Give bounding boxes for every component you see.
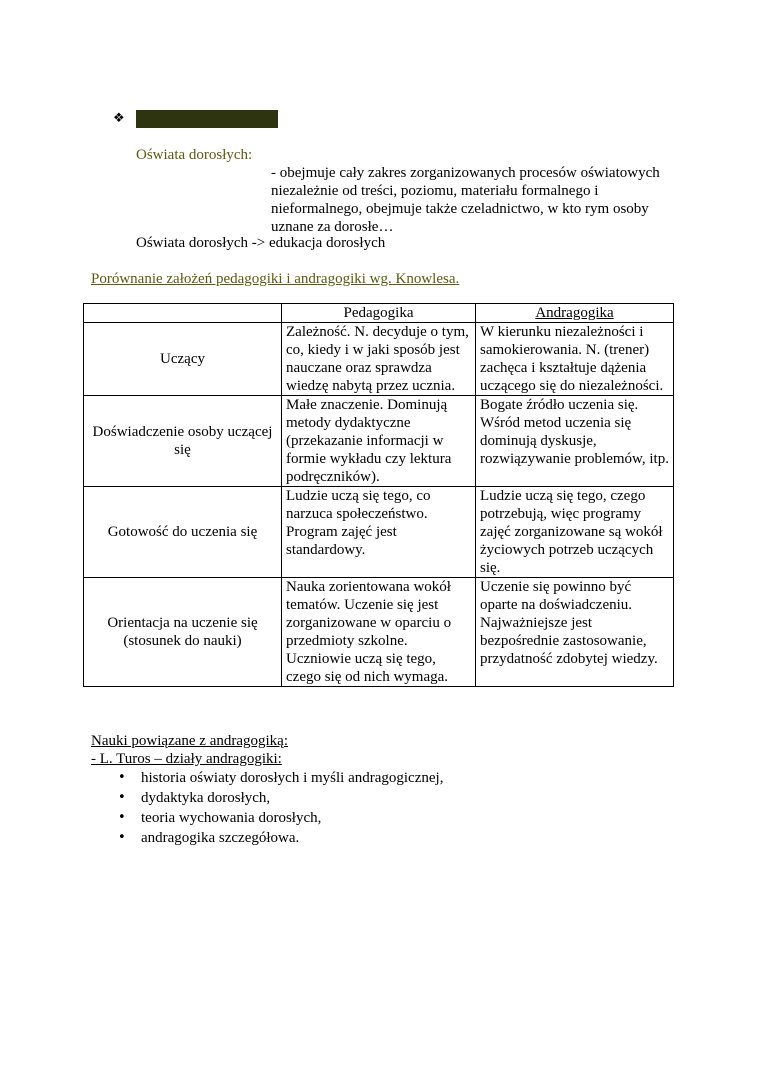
cell-pedagogika: Nauka zorientowana wokół tematów. Uczenie się jest zorganizowane w oparciu o przedmioty szkolne. Uczniowie uczą się tego, czego się od nich wymaga. (282, 578, 476, 687)
header-andragogika: Andragogika (476, 304, 674, 323)
list-item (113, 808, 443, 828)
table-row (84, 396, 674, 487)
list-item (113, 788, 443, 808)
table-header-row (84, 304, 674, 323)
cell-andragogika: Uczenie się powinno być oparte na doświadczeniu. Najważniejsze jest bezpośrednie zastosowanie, przydatność zdobytej wiedzy. (476, 578, 674, 687)
definition-heading (136, 110, 278, 128)
table-row (84, 323, 674, 396)
cell-pedagogika: Ludzie uczą się tego, co narzuca społeczeństwo. Program zajęć jest standardowy. (282, 487, 476, 578)
oswiata-arrow-line: Oświata dorosłych -> edukacja dorosłych (136, 235, 386, 251)
row-label: Orientacja na uczenie się (stosunek do nauki) (84, 578, 282, 687)
definition-heading-text: Definicja współczesna: (137, 111, 277, 127)
list-item (113, 768, 443, 788)
diamond-bullet-icon: ❖ (113, 111, 125, 126)
table-row (84, 578, 674, 687)
comparison-table (83, 303, 674, 687)
list-item-text: teoria wychowania dorosłych, (141, 810, 322, 826)
cell-andragogika: Bogate źródło uczenia się. Wśród metod uczenia się dominują dyskusje, rozwiązywanie problemów, itp. (476, 396, 674, 487)
list-item-text: dydaktyka dorosłych, (141, 790, 271, 806)
row-label: Doświadczenie osoby uczącej się (84, 396, 282, 487)
cell-andragogika: Ludzie uczą się tego, czego potrzebują, więc programy zajęć zorganizowane są wokół życiowych potrzeb uczących się. (476, 487, 674, 578)
oswiata-label: Oświata dorosłych: (136, 147, 253, 163)
table-row (84, 487, 674, 578)
header-empty (84, 304, 282, 323)
bullet-dot-icon: • (118, 790, 126, 805)
row-label: Uczący (84, 323, 282, 396)
comparison-title: Porównanie założeń pedagogiki i andragogiki wg. Knowlesa. (91, 271, 460, 287)
list-item-text: andragogika szczegółowa. (141, 830, 300, 846)
cell-pedagogika: Zależność. N. decyduje o tym, co, kiedy i w jaki sposób jest nauczane oraz sprawdza wiedzę nabytą przez ucznia. (282, 323, 476, 396)
bullet-dot-icon: • (118, 770, 126, 785)
definition-description: - obejmuje cały zakres zorganizowanych procesów oświatowych niezależnie od treści, poziomu, materiału formalnego i nieformalnego, obejmuje także czeladnictwo, w kto rym osoby uznane za dorosłe… (271, 165, 660, 235)
header-pedagogika: Pedagogika (282, 304, 476, 323)
bullet-dot-icon: • (118, 830, 126, 845)
cell-pedagogika: Małe znaczenie. Dominują metody dydaktyczne (przekazanie informacji w formie wykładu czy lektura podręczników). (282, 396, 476, 487)
related-title: Nauki powiązane z andragogiką: (91, 733, 288, 749)
row-label: Gotowość do uczenia się (84, 487, 282, 578)
cell-andragogika: W kierunku niezależności i samokierowania. N. (trener) zachęca i kształtuje dążenia uczącego się do niezależności. (476, 323, 674, 396)
related-list (113, 768, 443, 848)
list-item-text: historia oświaty dorosłych i myśli andragogicznej, (141, 770, 444, 786)
list-item (113, 828, 443, 848)
bullet-dot-icon: • (118, 810, 126, 825)
related-subtitle: - L. Turos – działy andragogiki: (91, 751, 282, 767)
